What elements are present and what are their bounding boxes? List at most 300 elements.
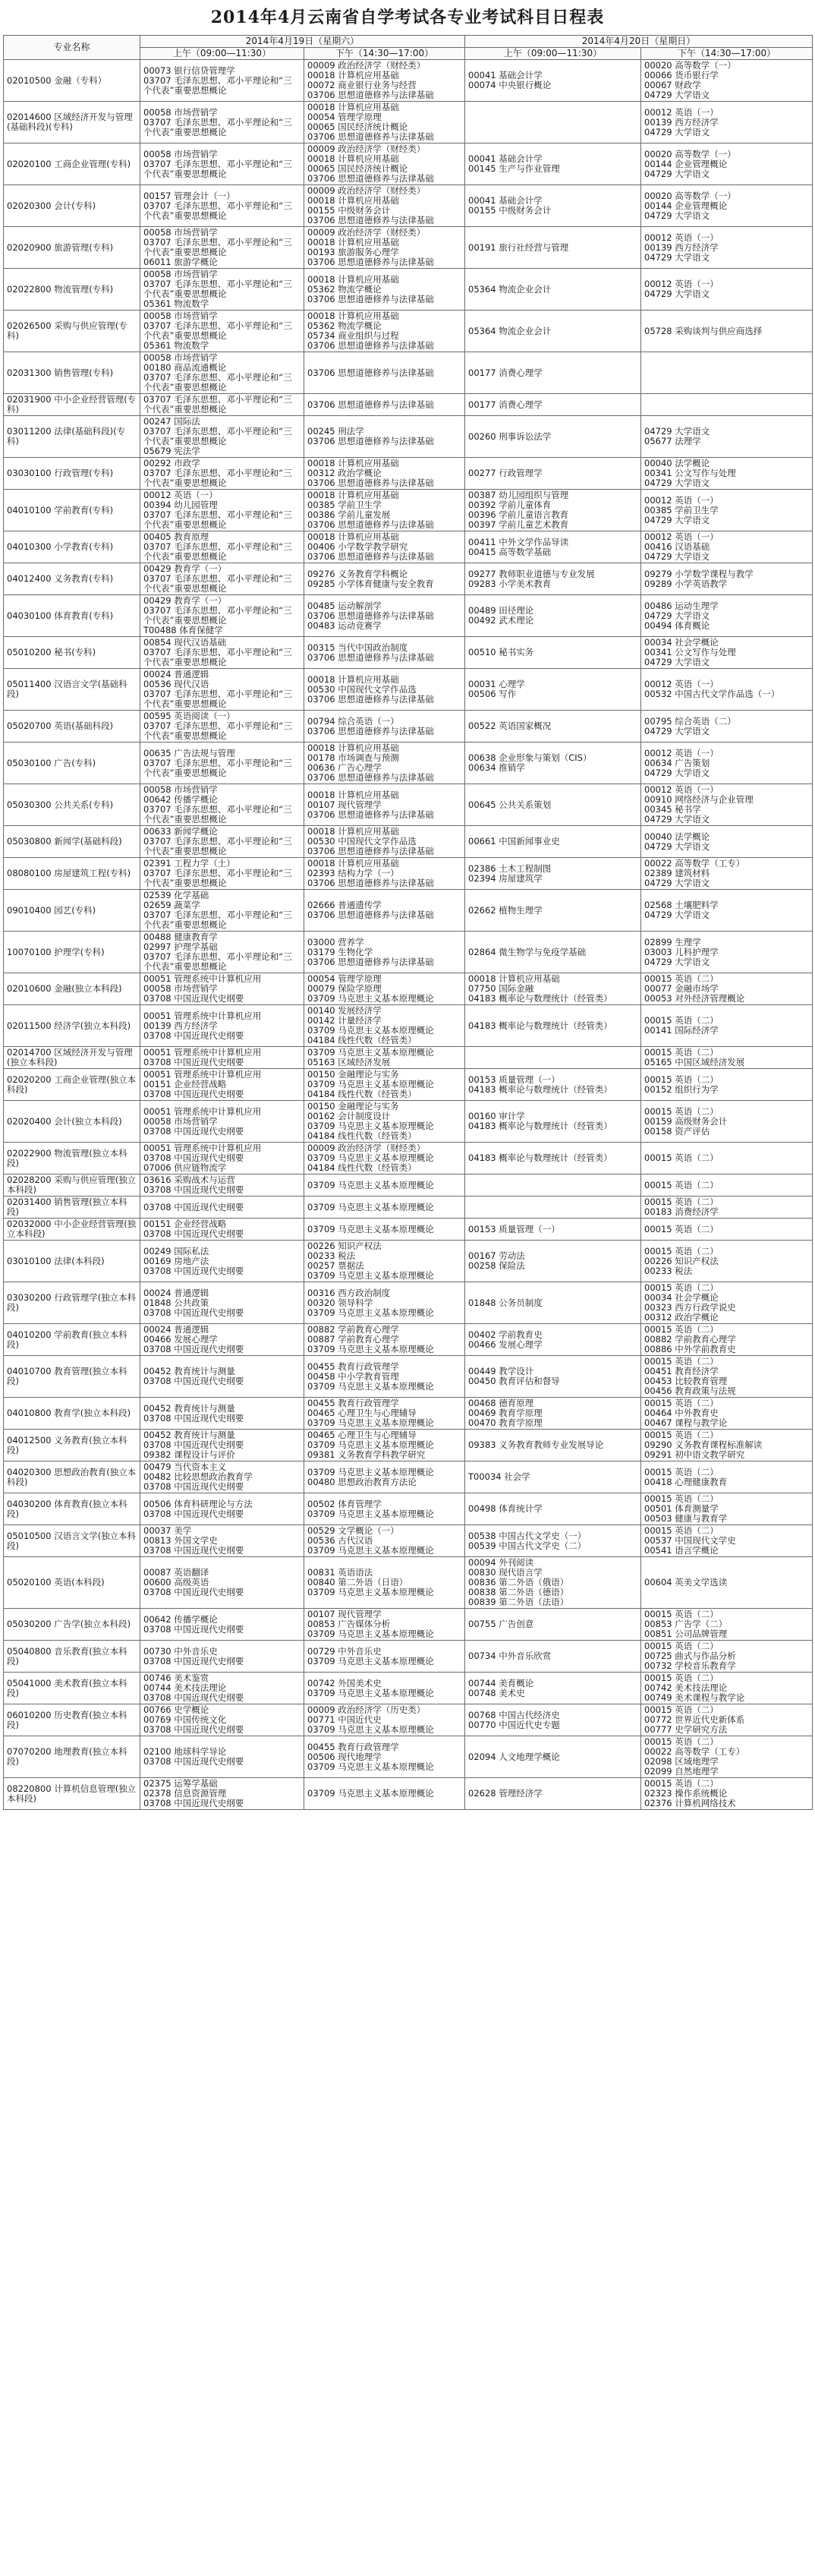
major-cell: 06010200 历史教育(独立本科段) [4,1704,140,1736]
day1-pm-cell: 00018 计算机应用基础 00530 中国现代文学作品选 03706 思想道德修养与法律基础 [304,669,465,711]
day1-pm-cell: 00018 计算机应用基础 02393 结构力学（一） 03706 思想道德修养与法律基础 [304,858,465,890]
major-cell: 05010500 汉语言文学(独立本科段) [4,1525,140,1557]
table-row [4,890,813,932]
day2-am-cell: 00260 刑事诉讼法学 [465,416,641,458]
day2-pm-cell: 00020 高等数学（一） 00144 企业管理概论 04729 大学语文 [641,185,813,227]
day1-am-cell: 02391 工程力学（土） 03707 毛泽东思想、邓小平理论和“三个代表”重要思想概论 [140,858,304,890]
table-row [4,826,813,858]
day1-pm-cell: 03709 马克思主义基本原理概论 [304,1197,465,1219]
major-cell: 04010300 小学教育(专科) [4,531,140,563]
day2-am-cell: 00160 审计学 04183 概率论与数理统计（经管类） [465,1101,641,1143]
table-row [4,458,813,490]
major-cell: 04030200 体育教育(独立本科段) [4,1493,140,1525]
major-cell: 04012400 义务教育(专科) [4,563,140,595]
table-row [4,490,813,531]
day1-am-cell: 00249 国际私法 00169 房地产法 03708 中国近现代史纲要 [140,1241,304,1282]
day2-am-cell: 05364 物流企业会计 [465,311,641,352]
day1-am-cell: 00452 教育统计与测量 03708 中国近现代史纲要 [140,1356,304,1398]
major-cell: 05020700 英语(基础科段) [4,711,140,743]
table-row [4,269,813,311]
day2-am-cell: 00538 中国古代文学史（一） 00539 中国古代文学史（二） [465,1525,641,1557]
major-cell: 04010800 教育学(独立本科段) [4,1398,140,1430]
day1-pm-cell: 00226 知识产权法 00233 税法 00257 票据法 03709 马克思主义基本原理概论 [304,1241,465,1282]
day2-am-cell: 00041 基础会计学 00145 生产与作业管理 [465,143,641,185]
day2-pm-cell: 00012 英语（一） 00139 西方经济学 04729 大学语文 [641,102,813,143]
day1-pm-cell: 09276 义务教育学科概论 09285 小学体育健康与安全教育 [304,563,465,595]
schedule-body [4,60,813,1810]
day2-pm-cell: 00015 英语（二） 00141 国际经济学 [641,1005,813,1047]
major-cell: 02022800 物流管理(专科) [4,269,140,311]
day1-pm-cell: 00009 政治经济学（财经类） 03709 马克思主义基本原理概论 04184 线性代数（经管类） [304,1143,465,1174]
header-row-dates [4,36,813,48]
day2-pm-cell: 00015 英语（二） 00537 中国现代文学史 00541 语言学概论 [641,1525,813,1557]
day2-pm-cell: 00015 英语（二） 02323 操作系统概论 02376 计算机网络技术 [641,1778,813,1810]
day2-am-cell: 00153 质量管理（一） [465,1219,641,1241]
day1-pm-cell: 00502 体育管理学 03709 马克思主义基本原理概论 [304,1493,465,1525]
day2-am-cell: 00638 企业形象与策划（CIS） 00634 推销学 [465,743,641,784]
day2-am-cell: 00645 公共关系策划 [465,784,641,826]
day1-am-cell: 00058 市场营销学 03707 毛泽东思想、邓小平理论和“三个代表”重要思想概论 05361 物流数学 [140,311,304,352]
table-row [4,352,813,394]
table-row [4,1069,813,1101]
day2-pm-cell: 00604 英美文学选读 [641,1557,813,1609]
day1-am-cell: 00247 国际法 03707 毛泽东思想、邓小平理论和“三个代表”重要思想概论 05679 宪法学 [140,416,304,458]
day1-pm-cell: 00729 中外音乐史 03709 马克思主义基本原理概论 [304,1641,465,1673]
day2-pm-cell: 02899 生理学 03003 儿科护理学 04729 大学语文 [641,932,813,973]
major-cell: 09010400 园艺(专科) [4,890,140,932]
day2-am-cell: 00734 中外音乐欣赏 [465,1641,641,1673]
major-cell: 02020900 旅游管理(专科) [4,227,140,269]
day1-am-header: 上午（09:00—11:30） [140,48,304,60]
day2-am-cell: 00031 心理学 00506 写作 [465,669,641,711]
table-row [4,932,813,973]
day1-am-cell: 00635 广告法规与管理 03707 毛泽东思想、邓小平理论和“三个代表”重要思想概论 [140,743,304,784]
table-row [4,1101,813,1143]
day1-am-cell: 02375 运筹学基础 02378 信息资源管理 03708 中国近现代史纲要 [140,1778,304,1810]
day1-pm-cell: 00018 计算机应用基础 00385 学前卫生学 00386 学前儿童发展 03706 思想道德修养与法律基础 [304,490,465,531]
table-row [4,1241,813,1282]
day2-am-cell: 05364 物流企业会计 [465,269,641,311]
day1-am-cell: 00024 普通逻辑 01848 公共政策 03708 中国近现代史纲要 [140,1282,304,1324]
day2-am-cell: 00387 幼儿园组织与管理 00392 学前儿童体育 00396 学前儿童语言教育 00397 学前儿童艺术教育 [465,490,641,531]
day1-am-cell: 00058 市场营销学 03707 毛泽东思想、邓小平理论和“三个代表”重要思想概论 05361 物流数学 [140,269,304,311]
day1-am-cell: 00024 普通逻辑 00536 现代汉语 03707 毛泽东思想、邓小平理论和“三个代表”重要思想概论 [140,669,304,711]
day2-pm-cell: 09279 小学数学课程与教学 09289 小学英语教学 [641,563,813,595]
major-cell: 02010600 金融(独立本科段) [4,973,140,1005]
day2-pm-cell: 00034 社会学概论 00341 公文写作与处理 04729 大学语文 [641,637,813,669]
day2-pm-cell: 00015 英语（二） 00853 广告学（二） 00851 公司品牌管理 [641,1609,813,1641]
table-row [4,1609,813,1641]
day1-pm-cell: 03709 马克思主义基本原理概论 05163 区域经济发展 [304,1047,465,1069]
table-row [4,1356,813,1398]
table-row [4,973,813,1005]
day1-pm-cell: 00107 现代管理学 00853 广告媒体分析 03709 马克思主义基本原理概论 [304,1609,465,1641]
major-cell: 03010100 法律(本科段) [4,1241,140,1282]
table-row [4,1704,813,1736]
day2-pm-cell: 00015 英语（二） 00772 世界近代史新体系 00777 史学研究方法 [641,1704,813,1736]
day2-am-cell: 00041 基础会计学 00074 中央银行概论 [465,60,641,102]
major-cell: 02014600 区域经济开发与管理(基础科段)(专科) [4,102,140,143]
table-row [4,1282,813,1324]
day2-am-cell: 02386 土木工程制图 02394 房屋建筑学 [465,858,641,890]
major-cell: 05030200 广告学(独立本科段) [4,1609,140,1641]
day2-pm-cell: 00015 英语（二） 00418 心理健康教育 [641,1461,813,1493]
table-row [4,1174,813,1197]
day1-am-cell: 00405 教育原理 03707 毛泽东思想、邓小平理论和“三个代表”重要思想概论 [140,531,304,563]
major-header: 专业名称 [4,36,140,60]
table-row [4,1047,813,1069]
day2-pm-cell: 00015 英语（二） 05165 中国区域经济发展 [641,1047,813,1069]
major-cell: 02028200 采购与供应管理(独立本科段) [4,1174,140,1197]
day1-pm-cell: 03706 思想道德修养与法律基础 [304,352,465,394]
major-cell: 07070200 地理教育(独立本科段) [4,1736,140,1778]
day1-am-cell: 00151 企业经营战略 03708 中国近现代史纲要 [140,1219,304,1241]
day1-am-cell: 00051 管理系统中计算机应用 00058 市场营销学 03708 中国近现代史纲要 [140,1101,304,1143]
day1-pm-cell: 00009 政治经济学（财经类） 00018 计算机应用基础 00065 国民经济统计概论 03706 思想道德修养与法律基础 [304,143,465,185]
day1-pm-cell: 03000 营养学 03179 生物化学 03706 思想道德修养与法律基础 [304,932,465,973]
table-row [4,60,813,102]
major-cell: 03030100 行政管理(专科) [4,458,140,490]
day1-am-cell: 00051 管理系统中计算机应用 00139 西方经济学 03708 中国近现代史纲要 [140,1005,304,1047]
day1-pm-cell: 00018 计算机应用基础 05362 物流学概论 03706 思想道德修养与法律基础 [304,269,465,311]
day1-am-cell: 00058 市场营销学 03707 毛泽东思想、邓小平理论和“三个代表”重要思想概论 [140,102,304,143]
day1-am-cell: 00051 管理系统中计算机应用 03708 中国近现代史纲要 [140,1047,304,1069]
day1-am-cell: 00854 现代汉语基础 03707 毛泽东思想、邓小平理论和“三个代表”重要思想概论 [140,637,304,669]
major-cell: 05030800 新闻学(基础科段) [4,826,140,858]
day2-am-cell: 02864 微生物学与免疫学基础 [465,932,641,973]
day2-am-cell [465,102,641,143]
table-row [4,669,813,711]
table-row [4,143,813,185]
day1-am-cell: 00024 普通逻辑 00466 发展心理学 03708 中国近现代史纲要 [140,1324,304,1356]
day1-am-cell: 03616 采购战术与运营 03708 中国近现代史纲要 [140,1174,304,1197]
day1-am-cell: 00012 英语（一） 00394 幼儿园管理 03707 毛泽东思想、邓小平理论和“三个代表”重要思想概论 [140,490,304,531]
major-cell: 04010100 学前教育(专科) [4,490,140,531]
day2-pm-cell: 00015 英语（二） 00464 中外教育史 00467 课程与教学论 [641,1398,813,1430]
table-row [4,531,813,563]
table-row [4,711,813,743]
table-row [4,1525,813,1557]
table-row [4,1557,813,1609]
table-row [4,1324,813,1356]
major-cell: 08080100 房屋建筑工程(专科) [4,858,140,890]
major-cell: 02020100 工商企业管理(专科) [4,143,140,185]
day1-pm-cell: 00009 政治经济学（财经类） 00018 计算机应用基础 00072 商业银行业务与经营 03706 思想道德修养与法律基础 [304,60,465,102]
major-cell: 02010500 金融（专科） [4,60,140,102]
major-cell: 02031400 销售管理(独立本科段) [4,1197,140,1219]
day2-pm-cell: 00015 英语（二） 00152 组织行为学 [641,1069,813,1101]
day2-pm-cell: 00020 高等数学（一） 00066 货币银行学 00067 财政学 04729 大学语文 [641,60,813,102]
day1-am-cell: 00766 史学概论 00769 中国传统文化 03708 中国近现代史纲要 [140,1704,304,1736]
day1-pm-cell: 00018 计算机应用基础 00312 政治学概论 03706 思想道德修养与法律基础 [304,458,465,490]
day1-am-cell: 00058 市场营销学 00642 传播学概论 03707 毛泽东思想、邓小平理论和“三个代表”重要思想概论 [140,784,304,826]
major-cell: 04010700 教育管理(独立本科段) [4,1356,140,1398]
day2-pm-cell: 00015 英语（二） 00159 高级财务会计 00158 资产评估 [641,1101,813,1143]
table-row [4,1493,813,1525]
major-cell: 02026500 采购与供应管理(专科) [4,311,140,352]
day2-pm-cell: 00012 英语（一） 00416 汉语基础 04729 大学语文 [641,531,813,563]
day1-pm-cell: 03709 马克思主义基本原理概论 [304,1219,465,1241]
day1-am-cell: 00488 健康教育学 02997 护理学基础 03707 毛泽东思想、邓小平理论和“三个代表”重要思想概论 [140,932,304,973]
day1-pm-cell: 00465 心理卫生与心理辅导 03709 马克思主义基本原理概论 09381 义务教育学科教学研究 [304,1430,465,1461]
day1-pm-cell: 00742 外国美术史 03709 马克思主义基本原理概论 [304,1673,465,1704]
day1-am-cell: 00429 教育学（一） 03707 毛泽东思想、邓小平理论和“三个代表”重要思想概论 [140,563,304,595]
day2-am-cell: 02094 人文地理学概论 [465,1736,641,1778]
day2-pm-cell: 00020 高等数学（一） 00144 企业管理概论 04729 大学语文 [641,143,813,185]
major-cell: 04012500 义务教育(独立本科段) [4,1430,140,1461]
major-cell: 02032000 中小企业经营管理(独立本科段) [4,1219,140,1241]
major-cell: 02020300 会计(专科) [4,185,140,227]
table-row [4,1430,813,1461]
day1-pm-cell: 00455 教育行政管理学 00458 中小学教育管理 03709 马克思主义基本原理概论 [304,1356,465,1398]
day1-am-cell: 03708 中国近现代史纲要 [140,1197,304,1219]
day1-pm-cell: 00245 刑法学 03706 思想道德修养与法律基础 [304,416,465,458]
major-cell: 02031300 销售管理(专科) [4,352,140,394]
day2-am-cell: 00744 美育概论 00748 美术史 [465,1673,641,1704]
day1-am-cell: 00051 管理系统中计算机应用 00058 市场营销学 03708 中国近现代史纲要 [140,973,304,1005]
major-cell: 02022900 物流管理(独立本科段) [4,1143,140,1174]
table-row [4,416,813,458]
day2-am-cell: 00094 外刊阅读 00830 现代语言学 00836 第二外语（俄语） 00838 第二外语（德语） 00839 第二外语（法语） [465,1557,641,1609]
day2-pm-cell: 05728 采购谈判与供应商选择 [641,311,813,352]
day1-am-cell: 00051 管理系统中计算机应用 00151 企业经营战略 03708 中国近现代史纲要 [140,1069,304,1101]
day2-am-cell: 09277 教师职业道德与专业发展 09283 小学美术教育 [465,563,641,595]
table-row [4,1197,813,1219]
table-row [4,1005,813,1047]
day1-pm-cell: 02666 普通遗传学 03706 思想道德修养与法律基础 [304,890,465,932]
day2-am-cell: 00522 英语国家概况 [465,711,641,743]
major-cell: 04030100 体育教育(专科) [4,595,140,637]
day2-am-cell: 00153 质量管理（一） 04183 概率论与数理统计（经管类） [465,1069,641,1101]
table-row [4,1461,813,1493]
major-cell: 04010200 学前教育(独立本科段) [4,1324,140,1356]
day1-pm-cell: 03709 马克思主义基本原理概论 [304,1174,465,1197]
major-cell: 05030300 公共关系(专科) [4,784,140,826]
major-cell: 08220800 计算机信息管理(独立本科段) [4,1778,140,1810]
day2-am-cell: 00177 消费心理学 [465,352,641,394]
day1-pm-cell: 00455 教育行政管理学 00465 心理卫生与心理辅导 03709 马克思主义基本原理概论 [304,1398,465,1430]
day2-am-cell: 00041 基础会计学 00155 中级财务会计 [465,185,641,227]
table-row [4,858,813,890]
day2-am-cell: 00191 旅行社经营与管理 [465,227,641,269]
day2-am-cell: 00768 中国古代经济史 00770 中国近代史专题 [465,1704,641,1736]
day1-pm-cell: 00150 金融理论与实务 03709 马克思主义基本原理概论 04184 线性代数（经管类） [304,1069,465,1101]
major-cell: 02011500 经济学(独立本科段) [4,1005,140,1047]
day2-am-cell: 00498 体育统计学 [465,1493,641,1525]
day1-pm-cell: 00018 计算机应用基础 00178 市场调查与预测 00636 广告心理学 03706 思想道德修养与法律基础 [304,743,465,784]
day1-am-cell: 00087 英语翻译 00600 高级英语 03708 中国近现代史纲要 [140,1557,304,1609]
day2-am-cell [465,1197,641,1219]
day1-pm-cell: 00455 教育行政管理学 00506 现代地理学 03709 马克思主义基本原理概论 [304,1736,465,1778]
day1-am-cell: 00595 英语阅读（一） 03707 毛泽东思想、邓小平理论和“三个代表”重要思想概论 [140,711,304,743]
day1-am-cell: 00506 体育科研理论与方法 03708 中国近现代史纲要 [140,1493,304,1525]
day1-pm-header: 下午（14:30—17:00） [304,48,465,60]
day2-pm-cell: 00015 英语（二） 00725 曲式与作品分析 00732 学校音乐教育学 [641,1641,813,1673]
day1-am-cell: 03707 毛泽东思想、邓小平理论和“三个代表”重要思想概论 [140,394,304,416]
day1-pm-cell: 00018 计算机应用基础 00054 管理学原理 00065 国民经济统计概论 03706 思想道德修养与法律基础 [304,102,465,143]
day2-header: 2014年4月20日（星期日） [465,36,813,48]
day2-am-cell: 09383 义务教育教师专业发展导论 [465,1430,641,1461]
day1-am-cell: 00429 教育学（一） 03707 毛泽东思想、邓小平理论和“三个代表”重要思想概论 T00488 体育保健学 [140,595,304,637]
day1-am-cell: 00452 教育统计与测量 03708 中国近现代史纲要 09382 课程设计与评价 [140,1430,304,1461]
day1-am-cell: 00452 教育统计与测量 03708 中国近现代史纲要 [140,1398,304,1430]
day1-pm-cell: 00316 西方政治制度 00320 领导科学 03709 马克思主义基本原理概论 [304,1282,465,1324]
day2-pm-cell [641,394,813,416]
day2-am-cell: 00402 学前教育史 00466 发展心理学 [465,1324,641,1356]
day1-pm-cell: 03706 思想道德修养与法律基础 [304,394,465,416]
major-cell: 05040800 音乐教育(独立本科段) [4,1641,140,1673]
day2-pm-cell: 00015 英语（二） [641,1143,813,1174]
day1-am-cell: 00157 管理会计（一） 03707 毛泽东思想、邓小平理论和“三个代表”重要思想概论 [140,185,304,227]
major-cell: 02014700 区域经济开发与管理(独立本科段) [4,1047,140,1069]
day2-pm-cell: 00012 英语（一） 00634 广告策划 04729 大学语文 [641,743,813,784]
day1-am-cell: 02539 化学基础 02659 蔬菜学 03707 毛泽东思想、邓小平理论和“三个代表”重要思想概论 [140,890,304,932]
table-row [4,185,813,227]
day2-am-cell [465,1174,641,1197]
day2-am-cell: T00034 社会学 [465,1461,641,1493]
day1-am-cell: 00730 中外音乐史 03708 中国近现代史纲要 [140,1641,304,1673]
day2-pm-cell: 00486 运动生理学 04729 大学语文 00494 体育概论 [641,595,813,637]
day1-pm-cell: 00018 计算机应用基础 05362 物流学概论 05734 商业组织与过程 03706 思想道德修养与法律基础 [304,311,465,352]
day2-pm-cell: 00040 法学概论 04729 大学语文 [641,826,813,858]
day2-pm-cell: 00015 英语（二） 00742 美术技法理论 00749 美术课程与教学论 [641,1673,813,1704]
day2-pm-cell: 00015 英语（二） 00451 教育经济学 00453 比较教育管理 00456 教育政策与法规 [641,1356,813,1398]
day2-am-cell: 02662 植物生理学 [465,890,641,932]
day1-pm-cell: 00054 管理学原理 00079 保险学原理 03709 马克思主义基本原理概论 [304,973,465,1005]
major-cell: 05041000 美术教育(独立本科段) [4,1673,140,1704]
day2-pm-cell: 00015 英语（二） 00034 社会学概论 00323 西方行政学说史 00312 政治学概论 [641,1282,813,1324]
day1-pm-cell: 00018 计算机应用基础 00406 小学数学教学研究 03706 思想道德修养与法律基础 [304,531,465,563]
major-cell: 05030100 广告(专科) [4,743,140,784]
day2-am-cell: 00468 德育原理 00469 教育学原理 00470 教育学原理 [465,1398,641,1430]
day2-pm-cell: 00015 英语（二） 00882 学前教育心理学 00886 中外学前教育史 [641,1324,813,1356]
day1-am-cell: 02100 地球科学导论 03708 中国近现代史纲要 [140,1736,304,1778]
table-row [4,394,813,416]
day2-am-cell: 04183 概率论与数理统计（经管类） [465,1005,641,1047]
day1-pm-cell: 00009 政治经济学（财经类） 00018 计算机应用基础 00155 中级财务会计 03706 思想道德修养与法律基础 [304,185,465,227]
day1-header: 2014年4月19日（星期六） [140,36,465,48]
day2-am-cell: 01848 公务员制度 [465,1282,641,1324]
day1-pm-cell: 00485 运动解剖学 03706 思想道德修养与法律基础 00483 运动竞赛学 [304,595,465,637]
day2-pm-cell: 00015 英语（二） 00501 体育测量学 00503 健康与教育学 [641,1493,813,1525]
day2-am-cell: 00167 劳动法 00258 保险法 [465,1241,641,1282]
day2-pm-cell: 00012 英语（一） 00385 学前卫生学 04729 大学语文 [641,490,813,531]
day1-am-cell: 00479 当代资本主义 00482 比较思想政治教育学 03708 中国近现代史纲要 [140,1461,304,1493]
day2-am-cell: 00449 教学设计 00450 教育评估和督导 [465,1356,641,1398]
day2-pm-cell: 00015 英语（二） [641,1219,813,1241]
day1-pm-cell: 00009 政治经济学（财经类） 00018 计算机应用基础 00193 旅游服务心理学 03706 思想道德修养与法律基础 [304,227,465,269]
table-row [4,563,813,595]
table-row [4,1673,813,1704]
day2-am-cell: 00277 行政管理学 [465,458,641,490]
day2-pm-cell: 02568 土壤肥料学 04729 大学语文 [641,890,813,932]
day1-pm-cell: 00140 发展经济学 00142 计量经济学 03709 马克思主义基本原理概论 04184 线性代数（经管类） [304,1005,465,1047]
major-cell: 02020200 工商企业管理(独立本科段) [4,1069,140,1101]
day1-pm-cell: 00150 金融理论与实务 00162 会计制度设计 03709 马克思主义基本原理概论 04184 线性代数（经管类） [304,1101,465,1143]
day2-pm-cell: 00012 英语（一） 00910 网络经济与企业管理 00345 秘书学 04729 大学语文 [641,784,813,826]
day2-pm-header: 下午（14:30—17:00） [641,48,813,60]
table-row [4,1641,813,1673]
day2-pm-cell: 00795 综合英语（二） 04729 大学语文 [641,711,813,743]
day2-am-cell: 02628 管理经济学 [465,1778,641,1810]
table-row [4,595,813,637]
day1-pm-cell: 00882 学前教育心理学 00887 学前教育心理学 03709 马克思主义基本原理概论 [304,1324,465,1356]
table-row [4,1143,813,1174]
major-cell: 05020100 英语(本科段) [4,1557,140,1609]
day1-pm-cell: 00794 综合英语（一） 03706 思想道德修养与法律基础 [304,711,465,743]
day2-am-cell: 00489 田径理论 00492 武术理论 [465,595,641,637]
day2-pm-cell: 00012 英语（一） 00139 西方经济学 04729 大学语文 [641,227,813,269]
day2-am-cell: 00177 消费心理学 [465,394,641,416]
major-cell: 03030200 行政管理学(独立本科段) [4,1282,140,1324]
day2-pm-cell: 00015 英语（二） 00226 知识产权法 00233 税法 [641,1241,813,1282]
major-cell: 05010200 秘书(专科) [4,637,140,669]
day2-pm-cell: 00015 英语（二） 00022 高等数学（工专） 02098 区域地理学 02099 自然地理学 [641,1736,813,1778]
table-row [4,1219,813,1241]
day2-pm-cell: 00015 英语（二） 09290 义务教育课程标准解读 09291 初中语文教学研究 [641,1430,813,1461]
table-row [4,1398,813,1430]
day1-pm-cell: 00018 计算机应用基础 00530 中国现代文学作品选 03706 思想道德修养与法律基础 [304,826,465,858]
major-cell: 10070100 护理学(专科) [4,932,140,973]
day1-pm-cell: 00315 当代中国政治制度 03706 思想道德修养与法律基础 [304,637,465,669]
major-cell: 02020400 会计(独立本科段) [4,1101,140,1143]
day2-pm-cell: 00022 高等数学（工专） 02389 建筑材料 04729 大学语文 [641,858,813,890]
table-row [4,637,813,669]
day2-pm-cell [641,352,813,394]
day2-am-cell: 04183 概率论与数理统计（经管类） [465,1143,641,1174]
day2-am-cell: 00018 计算机应用基础 07750 国际金融 04183 概率论与数理统计（经管类） [465,973,641,1005]
table-row [4,1736,813,1778]
day1-am-cell: 00037 美学 00813 外国文学史 03708 中国近现代史纲要 [140,1525,304,1557]
table-row [4,1778,813,1810]
day1-am-cell: 00058 市场营销学 03707 毛泽东思想、邓小平理论和“三个代表”重要思想概论 [140,143,304,185]
day1-am-cell: 00051 管理系统中计算机应用 03708 中国近现代史纲要 07006 供应链物流学 [140,1143,304,1174]
day2-pm-cell: 00040 法学概论 00341 公文写作与处理 04729 大学语文 [641,458,813,490]
day1-pm-cell: 00009 政治经济学（历史类） 00771 中国近代史 03709 马克思主义基本原理概论 [304,1704,465,1736]
major-cell: 02031900 中小企业经营管理(专科) [4,394,140,416]
day1-pm-cell: 00018 计算机应用基础 00107 现代管理学 03706 思想道德修养与法律基础 [304,784,465,826]
day2-pm-cell: 00015 英语（二） 00183 消费经济学 [641,1197,813,1219]
day1-pm-cell: 03709 马克思主义基本原理概论 00480 思想政治教育方法论 [304,1461,465,1493]
table-row [4,227,813,269]
day1-am-cell: 00292 市政学 03707 毛泽东思想、邓小平理论和“三个代表”重要思想概论 [140,458,304,490]
day2-am-cell: 00510 秘书实务 [465,637,641,669]
day2-pm-cell: 00015 英语（二） 00077 金融市场学 00053 对外经济管理概论 [641,973,813,1005]
page-title: 2014年4月云南省自学考试各专业考试科目日程表 [210,8,605,27]
day1-am-cell: 00058 市场营销学 00180 商品流通概论 03707 毛泽东思想、邓小平理论和“三个代表”重要思想概论 [140,352,304,394]
day2-pm-cell: 04729 大学语文 05677 法理学 [641,416,813,458]
day2-am-cell: 00661 中国新闻事业史 [465,826,641,858]
day2-am-cell: 00755 广告创意 [465,1609,641,1641]
table-row [4,743,813,784]
day1-am-cell: 00058 市场营销学 03707 毛泽东思想、邓小平理论和“三个代表”重要思想概论 06011 旅游学概论 [140,227,304,269]
day2-pm-cell: 00012 英语（一） 04729 大学语文 [641,269,813,311]
table-row [4,102,813,143]
table-row [4,311,813,352]
day1-pm-cell: 03709 马克思主义基本原理概论 [304,1778,465,1810]
major-cell: 04020300 思想政治教育(独立本科段) [4,1461,140,1493]
day1-pm-cell: 00831 英语语法 00840 第二外语（日语） 03709 马克思主义基本原理概论 [304,1557,465,1609]
day2-pm-cell: 00012 英语（一） 00532 中国古代文学作品选（一） [641,669,813,711]
table-row [4,784,813,826]
day1-am-cell: 00633 新闻学概论 03707 毛泽东思想、邓小平理论和“三个代表”重要思想概论 [140,826,304,858]
major-cell: 05011400 汉语言文学(基础科段) [4,669,140,711]
day2-pm-cell: 00015 英语（二） [641,1174,813,1197]
schedule-table [3,35,813,1810]
day2-am-cell [465,1047,641,1069]
day1-am-cell: 00642 传播学概论 03708 中国近现代史纲要 [140,1609,304,1641]
major-cell: 03011200 法律(基础科段)(专科) [4,416,140,458]
